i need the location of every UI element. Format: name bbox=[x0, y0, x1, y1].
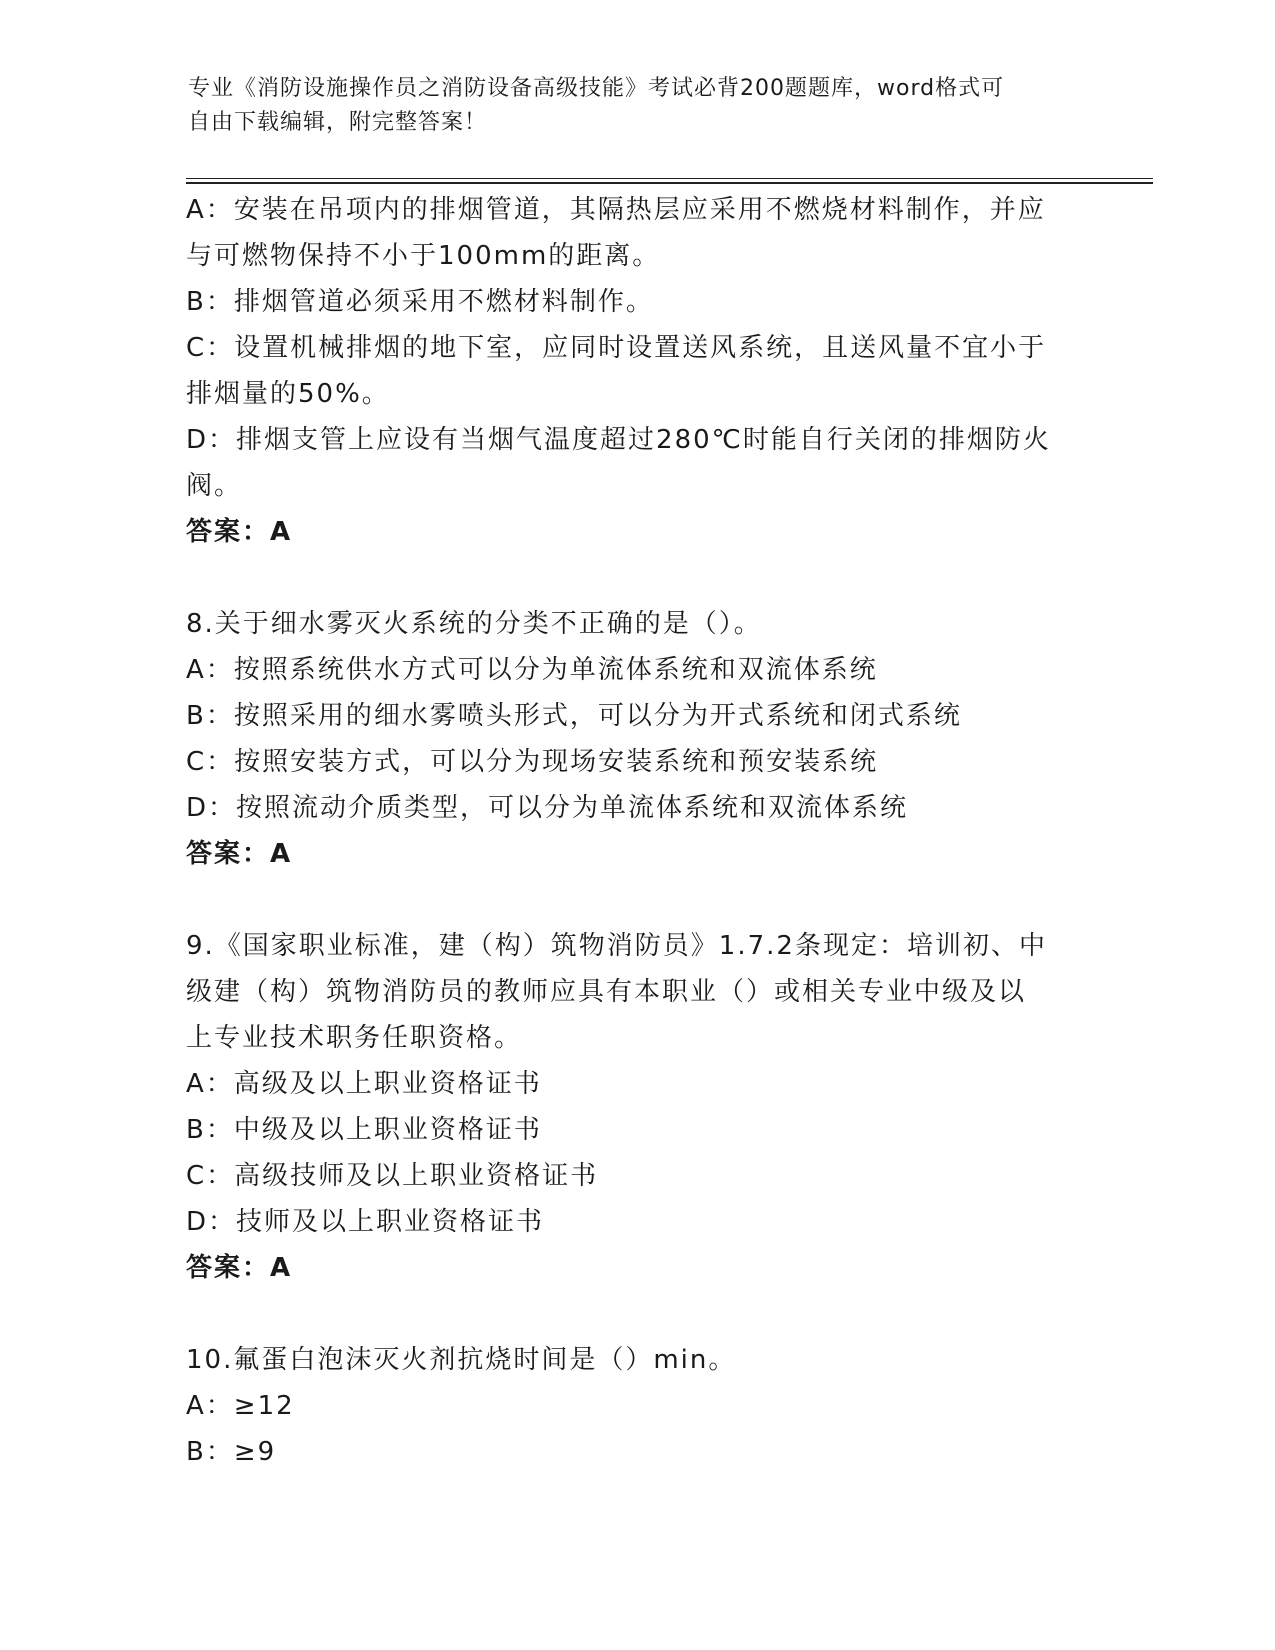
q9-answer: 答案：A bbox=[186, 1253, 293, 1283]
q9-option-d: D：技师及以上职业资格证书 bbox=[186, 1207, 545, 1237]
header-rule-thick bbox=[186, 182, 1153, 184]
q9-option-b: B：中级及以上职业资格证书 bbox=[186, 1115, 542, 1145]
question-list bbox=[186, 187, 1086, 1475]
q8-answer: 答案：A bbox=[186, 839, 293, 869]
q10-question: 10.氟蛋白泡沫灭火剂抗烧时间是（）min。 bbox=[186, 1345, 737, 1375]
q9-option-a: A：高级及以上职业资格证书 bbox=[186, 1069, 542, 1099]
q7-option-a-line-2: 与可燃物保持不小于100mm的距离。 bbox=[186, 241, 661, 271]
q8-question: 8.关于细水雾灭火系统的分类不正确的是（）。 bbox=[186, 609, 762, 639]
q9-option-c: C：高级技师及以上职业资格证书 bbox=[186, 1161, 599, 1191]
q7-option-a-line-1: A：安装在吊项内的排烟管道，其隔热层应采用不燃烧材料制作，并应 bbox=[186, 195, 1046, 225]
q7-option-c-line-1: C：设置机械排烟的地下室，应同时设置送风系统，且送风量不宜小于 bbox=[186, 333, 1047, 363]
q8-option-d: D：按照流动介质类型，可以分为单流体系统和双流体系统 bbox=[186, 793, 909, 823]
header-line-1: 专业《消防设施操作员之消防设备高级技能》考试必背200题题库，word格式可 bbox=[188, 76, 1005, 101]
q7-answer: 答案：A bbox=[186, 517, 293, 547]
q7-option-d-line-2: 阀。 bbox=[186, 471, 243, 501]
q8-option-b: B：按照采用的细水雾喷头形式，可以分为开式系统和闭式系统 bbox=[186, 701, 962, 731]
spacer bbox=[186, 555, 1086, 601]
q7-option-c-line-2: 排烟量的50%。 bbox=[186, 379, 390, 409]
q10-option-b: B：≥9 bbox=[186, 1437, 277, 1467]
q9-question-line-2: 级建（构）筑物消防员的教师应具有本职业（）或相关专业中级及以 bbox=[186, 977, 1027, 1007]
q7-option-d-line-1: D：排烟支管上应设有当烟气温度超过280℃时能自行关闭的排烟防火 bbox=[186, 425, 1051, 455]
header-line-2: 自由下载编辑，附完整答案！ bbox=[188, 110, 488, 135]
q10-option-a: A：≥12 bbox=[186, 1391, 295, 1421]
q7-option-b: B：排烟管道必须采用不燃材料制作。 bbox=[186, 287, 654, 317]
q8-option-c: C：按照安装方式，可以分为现场安装系统和预安装系统 bbox=[186, 747, 879, 777]
q9-question-line-1: 9.《国家职业标准，建（构）筑物消防员》1.7.2条现定：培训初、中 bbox=[186, 931, 1047, 961]
header-rule-thin bbox=[186, 178, 1153, 179]
q8-option-a: A：按照系统供水方式可以分为单流体系统和双流体系统 bbox=[186, 655, 878, 685]
spacer bbox=[186, 1291, 1086, 1337]
document-header bbox=[188, 72, 1088, 140]
q9-question-line-3: 上专业技术职务任职资格。 bbox=[186, 1023, 523, 1053]
spacer bbox=[186, 877, 1086, 923]
